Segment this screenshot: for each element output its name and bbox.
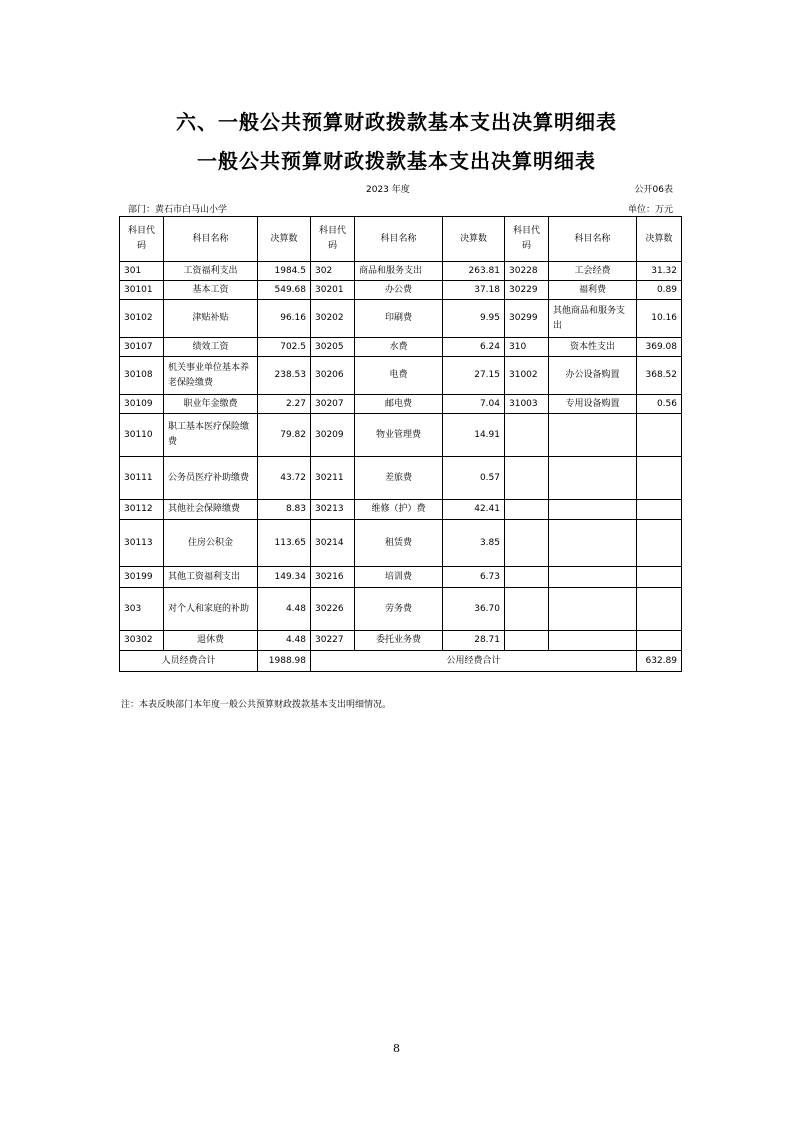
amount-cell: 42.41 bbox=[443, 500, 505, 520]
amount-cell: 6.73 bbox=[443, 567, 505, 588]
table-row bbox=[120, 457, 682, 500]
table-row bbox=[120, 500, 682, 520]
amount-cell: 1984.5 bbox=[258, 262, 311, 281]
subject-name-cell bbox=[549, 457, 637, 500]
table-row bbox=[120, 338, 682, 357]
subject-name-cell bbox=[549, 414, 637, 457]
subject-code-cell: 30302 bbox=[120, 631, 164, 651]
subject-code-cell: 30216 bbox=[311, 567, 355, 588]
subject-code-cell: 31002 bbox=[505, 357, 549, 395]
amount-cell: 28.71 bbox=[443, 631, 505, 651]
subject-name-cell: 办公设备购置 bbox=[549, 357, 637, 395]
subject-name-cell: 机关事业单位基本养老保险缴费 bbox=[164, 357, 258, 395]
subject-name-cell: 电费 bbox=[355, 357, 443, 395]
subject-code-cell: 310 bbox=[505, 338, 549, 357]
table-row bbox=[120, 395, 682, 414]
subject-code-cell: 30299 bbox=[505, 300, 549, 338]
subject-code-cell: 30108 bbox=[120, 357, 164, 395]
amount-cell: 36.70 bbox=[443, 588, 505, 631]
amount-cell bbox=[637, 631, 682, 651]
subject-name-cell: 维修（护）费 bbox=[355, 500, 443, 520]
subject-code-cell: 30109 bbox=[120, 395, 164, 414]
department-label: 部门：黄石市白马山小学 bbox=[128, 205, 228, 215]
subject-code-cell: 30113 bbox=[120, 520, 164, 567]
subject-code-cell bbox=[505, 567, 549, 588]
subject-code-cell: 30227 bbox=[311, 631, 355, 651]
page-number: 8 bbox=[393, 1042, 400, 1055]
subject-code-cell: 30209 bbox=[311, 414, 355, 457]
subject-code-cell: 30112 bbox=[120, 500, 164, 520]
amount-cell: 238.53 bbox=[258, 357, 311, 395]
subject-name-cell: 绩效工资 bbox=[164, 338, 258, 357]
amount-cell: 0.89 bbox=[637, 281, 682, 300]
table-row bbox=[120, 262, 682, 281]
subject-name-cell: 住房公积金 bbox=[164, 520, 258, 567]
amount-cell: 10.16 bbox=[637, 300, 682, 338]
amount-cell: 27.15 bbox=[443, 357, 505, 395]
subject-name-cell bbox=[549, 567, 637, 588]
subject-code-cell: 30214 bbox=[311, 520, 355, 567]
amount-cell: 31.32 bbox=[637, 262, 682, 281]
subject-name-cell: 商品和服务支出 bbox=[355, 262, 443, 281]
header-amount-3: 决算数 bbox=[637, 217, 682, 262]
personnel-total-value: 1988.98 bbox=[258, 651, 311, 672]
subject-code-cell: 30102 bbox=[120, 300, 164, 338]
amount-cell: 96.16 bbox=[258, 300, 311, 338]
header-name-1: 科目名称 bbox=[164, 217, 258, 262]
amount-cell: 6.24 bbox=[443, 338, 505, 357]
subject-name-cell: 其他商品和服务支出 bbox=[549, 300, 637, 338]
subject-code-cell: 30213 bbox=[311, 500, 355, 520]
year-label: 2023 年度 bbox=[366, 185, 410, 195]
unit-label: 单位：万元 bbox=[627, 205, 673, 215]
table-row bbox=[120, 520, 682, 567]
table-row bbox=[120, 357, 682, 395]
subject-code-cell bbox=[505, 414, 549, 457]
amount-cell: 368.52 bbox=[637, 357, 682, 395]
table-row bbox=[120, 414, 682, 457]
personnel-total-label: 人员经费合计 bbox=[120, 651, 258, 672]
subject-name-cell: 职业年金缴费 bbox=[164, 395, 258, 414]
header-name-2: 科目名称 bbox=[355, 217, 443, 262]
subject-name-cell: 物业管理费 bbox=[355, 414, 443, 457]
subject-name-cell: 印刷费 bbox=[355, 300, 443, 338]
subject-code-cell: 303 bbox=[120, 588, 164, 631]
subject-name-cell: 邮电费 bbox=[355, 395, 443, 414]
subject-code-cell: 30101 bbox=[120, 281, 164, 300]
amount-cell: 4.48 bbox=[258, 588, 311, 631]
amount-cell bbox=[637, 414, 682, 457]
amount-cell: 3.85 bbox=[443, 520, 505, 567]
header-code-1: 科目代码 bbox=[120, 217, 164, 262]
subject-name-cell: 差旅费 bbox=[355, 457, 443, 500]
subject-name-cell: 租赁费 bbox=[355, 520, 443, 567]
subject-code-cell: 301 bbox=[120, 262, 164, 281]
header-name-3: 科目名称 bbox=[549, 217, 637, 262]
subject-code-cell bbox=[505, 457, 549, 500]
subject-name-cell: 公务员医疗补助缴费 bbox=[164, 457, 258, 500]
subject-code-cell: 30201 bbox=[311, 281, 355, 300]
subject-code-cell: 30205 bbox=[311, 338, 355, 357]
footnote: 注：本表反映部门本年度一般公共预算财政拨款基本支出明细情况。 bbox=[121, 700, 392, 710]
header-amount-1: 决算数 bbox=[258, 217, 311, 262]
amount-cell: 369.08 bbox=[637, 338, 682, 357]
subject-name-cell: 资本性支出 bbox=[549, 338, 637, 357]
subject-name-cell: 办公费 bbox=[355, 281, 443, 300]
amount-cell: 4.48 bbox=[258, 631, 311, 651]
subject-name-cell: 对个人和家庭的补助 bbox=[164, 588, 258, 631]
amount-cell: 9.95 bbox=[443, 300, 505, 338]
amount-cell: 8.83 bbox=[258, 500, 311, 520]
subject-name-cell: 基本工资 bbox=[164, 281, 258, 300]
subject-code-cell: 30206 bbox=[311, 357, 355, 395]
subject-name-cell: 津贴补贴 bbox=[164, 300, 258, 338]
subject-name-cell: 工会经费 bbox=[549, 262, 637, 281]
amount-cell: 0.57 bbox=[443, 457, 505, 500]
subject-name-cell bbox=[549, 520, 637, 567]
subject-code-cell bbox=[505, 500, 549, 520]
table-row bbox=[120, 567, 682, 588]
subject-code-cell: 30228 bbox=[505, 262, 549, 281]
amount-cell: 113.65 bbox=[258, 520, 311, 567]
subject-name-cell bbox=[549, 588, 637, 631]
header-code-2: 科目代码 bbox=[311, 217, 355, 262]
subject-name-cell: 培训费 bbox=[355, 567, 443, 588]
amount-cell bbox=[637, 567, 682, 588]
amount-cell: 263.81 bbox=[443, 262, 505, 281]
amount-cell: 149.34 bbox=[258, 567, 311, 588]
table-row bbox=[120, 300, 682, 338]
expenditure-table bbox=[119, 216, 682, 672]
table-row bbox=[120, 588, 682, 631]
amount-cell: 43.72 bbox=[258, 457, 311, 500]
subject-code-cell: 30207 bbox=[311, 395, 355, 414]
subject-code-cell: 30111 bbox=[120, 457, 164, 500]
subject-name-cell: 退休费 bbox=[164, 631, 258, 651]
amount-cell: 37.18 bbox=[443, 281, 505, 300]
header-code-3: 科目代码 bbox=[505, 217, 549, 262]
amount-cell bbox=[637, 500, 682, 520]
public-total-value: 632.89 bbox=[637, 651, 682, 672]
table-body bbox=[120, 262, 682, 651]
amount-cell bbox=[637, 457, 682, 500]
subject-code-cell: 30110 bbox=[120, 414, 164, 457]
subject-name-cell: 水费 bbox=[355, 338, 443, 357]
subject-code-cell bbox=[505, 588, 549, 631]
subject-name-cell: 委托业务费 bbox=[355, 631, 443, 651]
amount-cell: 2.27 bbox=[258, 395, 311, 414]
amount-cell bbox=[637, 520, 682, 567]
subject-code-cell: 30202 bbox=[311, 300, 355, 338]
totals-row bbox=[120, 651, 682, 672]
table-row bbox=[120, 631, 682, 651]
amount-cell bbox=[637, 588, 682, 631]
subject-name-cell: 其他社会保障缴费 bbox=[164, 500, 258, 520]
subject-name-cell bbox=[549, 500, 637, 520]
subject-code-cell: 302 bbox=[311, 262, 355, 281]
table-header-row bbox=[120, 217, 682, 262]
subject-code-cell: 30199 bbox=[120, 567, 164, 588]
subject-name-cell: 劳务费 bbox=[355, 588, 443, 631]
amount-cell: 7.04 bbox=[443, 395, 505, 414]
subject-name-cell: 福利费 bbox=[549, 281, 637, 300]
subject-name-cell: 专用设备购置 bbox=[549, 395, 637, 414]
subject-code-cell: 30229 bbox=[505, 281, 549, 300]
subject-code-cell: 30107 bbox=[120, 338, 164, 357]
subject-code-cell bbox=[505, 631, 549, 651]
public-total-label: 公用经费合计 bbox=[311, 651, 637, 672]
form-number: 公开06表 bbox=[634, 185, 673, 195]
amount-cell: 549.68 bbox=[258, 281, 311, 300]
amount-cell: 0.56 bbox=[637, 395, 682, 414]
amount-cell: 702.5 bbox=[258, 338, 311, 357]
subject-name-cell: 其他工资福利支出 bbox=[164, 567, 258, 588]
table-row bbox=[120, 281, 682, 300]
amount-cell: 79.82 bbox=[258, 414, 311, 457]
page-title-section: 六、一般公共预算财政拨款基本支出决算明细表 bbox=[176, 110, 617, 134]
table-title: 一般公共预算财政拨款基本支出决算明细表 bbox=[197, 149, 596, 173]
subject-code-cell: 30226 bbox=[311, 588, 355, 631]
subject-name-cell: 工资福利支出 bbox=[164, 262, 258, 281]
amount-cell: 14.91 bbox=[443, 414, 505, 457]
subject-code-cell: 30211 bbox=[311, 457, 355, 500]
subject-name-cell: 职工基本医疗保险缴费 bbox=[164, 414, 258, 457]
header-amount-2: 决算数 bbox=[443, 217, 505, 262]
subject-code-cell: 31003 bbox=[505, 395, 549, 414]
subject-code-cell bbox=[505, 520, 549, 567]
subject-name-cell bbox=[549, 631, 637, 651]
